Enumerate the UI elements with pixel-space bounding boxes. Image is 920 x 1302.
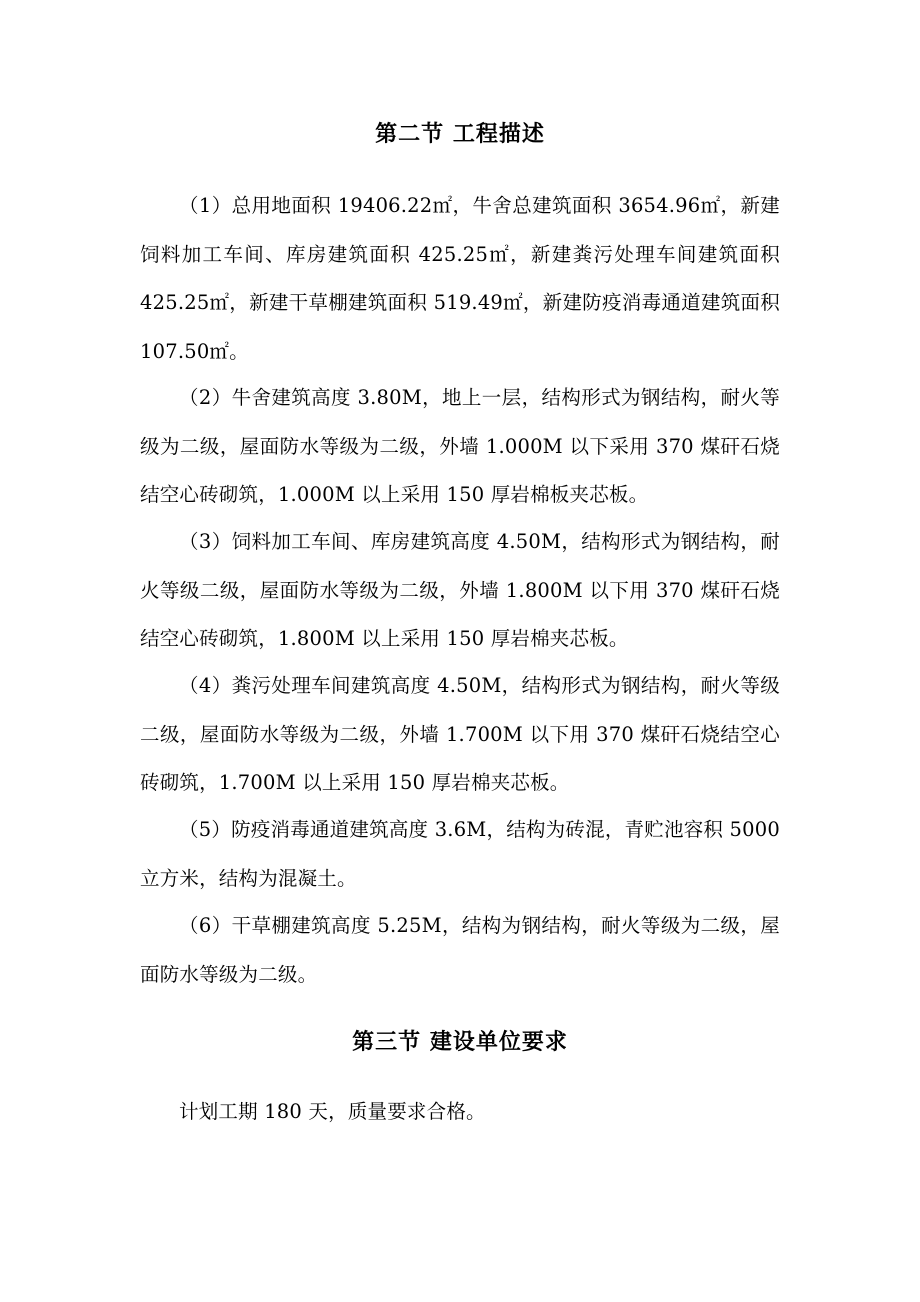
paragraph-5: （5）防疫消毒通道建筑高度 3.6M，结构为砖混，青贮池容积 5000 立方米，结构为混凝土。 bbox=[140, 818, 780, 890]
paragraph-3: （3）饲料加工车间、库房建筑高度 4.50M，结构形式为钢结构，耐火等级二级，屋面防水等级为二级，外墙 1.800M 以下用 370 煤矸石烧结空心砖砌筑，1.800M 以上采用 150 厚岩棉夹芯板。 bbox=[140, 530, 780, 650]
paragraph-2: （2）牛舍建筑高度 3.80M，地上一层，结构形式为钢结构，耐火等级为二级，屋面防水等级为二级，外墙 1.000M 以下采用 370 煤矸石烧结空心砖砌筑，1.000M 以上采用 150 厚岩棉板夹芯板。 bbox=[140, 386, 780, 506]
paragraph-7: 计划工期 180 天，质量要求合格。 bbox=[179, 1100, 486, 1123]
section-3-title: 第三节 建设单位要求 bbox=[352, 1030, 568, 1055]
section-2-title: 第二节 工程描述 bbox=[375, 122, 545, 147]
paragraph-6: （6）干草棚建筑高度 5.25M，结构为钢结构，耐火等级为二级，屋面防水等级为二级。 bbox=[140, 914, 780, 986]
paragraph-4: （4）粪污处理车间建筑高度 4.50M，结构形式为钢结构，耐火等级二级，屋面防水等级为二级，外墙 1.700M 以下用 370 煤矸石烧结空心砖砌筑，1.700M 以上采用 150 厚岩棉夹芯板。 bbox=[140, 674, 780, 794]
paragraph-1: （1）总用地面积 19406.22㎡，牛舍总建筑面积 3654.96㎡，新建饲料加工车间、库房建筑面积 425.25㎡，新建粪污处理车间建筑面积 425.25㎡，新建干草棚建筑面积 519.49㎡，新建防疫消毒通道建筑面积 107.50㎡。 bbox=[140, 194, 780, 363]
